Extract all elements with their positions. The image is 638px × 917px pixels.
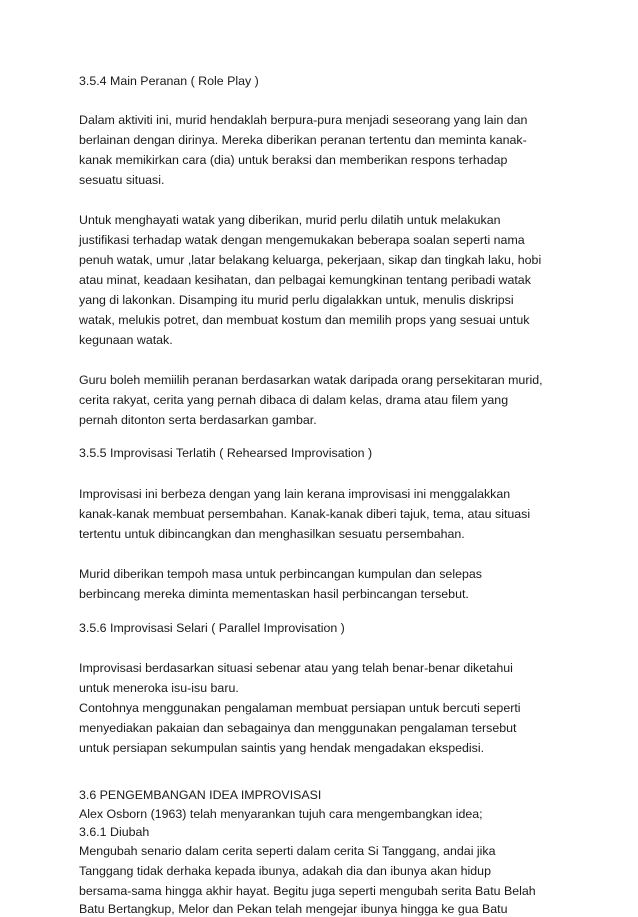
- heading-3-6: 3.6 PENGEMBANGAN IDEA IMPROVISASI: [79, 788, 322, 802]
- paragraph-line: untuk persiapan sekumpulan saintis yang hendak mengadakan ekspedisi.: [79, 741, 485, 755]
- paragraph-line: justifikasi terhadap watak dengan mengemukakan beberapa soalan seperti nama: [79, 233, 525, 247]
- paragraph-line: cerita rakyat, cerita yang pernah dibaca di dalam kelas, drama atau filem yang: [79, 393, 509, 407]
- paragraph-line: pernah ditonton serta berdasarkan gambar.: [79, 413, 317, 427]
- heading-3-5-5: 3.5.5 Improvisasi Terlatih ( Rehearsed Improvisation ): [79, 446, 373, 460]
- heading-3-5-6: 3.5.6 Improvisasi Selari ( Parallel Improvisation ): [79, 621, 345, 635]
- paragraph-line: Improvisasi ini berbeza dengan yang lain kerana improvisasi ini menggalakkan: [79, 487, 511, 501]
- heading-3-5-4: 3.5.4 Main Peranan ( Role Play ): [79, 74, 259, 88]
- paragraph-line: berlainan dengan dirinya. Mereka diberikan peranan tertentu dan meminta kanak-: [79, 133, 527, 147]
- paragraph-line: Dalam aktiviti ini, murid hendaklah berpura-pura menjadi seseorang yang lain dan: [79, 113, 528, 127]
- paragraph-line: tertentu untuk dibincangkan dan menghasilkan sesuatu persembahan.: [79, 527, 465, 541]
- paragraph-line: berbincang mereka diminta mementaskan hasil perbincangan tersebut.: [79, 587, 469, 601]
- heading-3-6-1: 3.6.1 Diubah: [79, 825, 150, 839]
- paragraph-line: yang di lakonkan. Disamping itu murid perlu digalakkan untuk, menulis diskripsi: [79, 293, 514, 307]
- paragraph-line: watak, melukis potret, dan membuat kostum dan memilih props yang sesuai untuk: [79, 313, 530, 327]
- paragraph-line: kegunaan watak.: [79, 333, 173, 347]
- paragraph-line: Batu Bertangkup, Melor dan Pekan telah mengejar ibunya hingga ke gua Batu: [79, 902, 508, 916]
- paragraph-line: sesuatu situasi.: [79, 173, 165, 187]
- paragraph-line: kanak memikirkan cara (dia) untuk beraksi dan memberikan respons terhadap: [79, 153, 508, 167]
- paragraph-line: Guru boleh memiilih peranan berdasarkan watak daripada orang persekitaran murid,: [79, 373, 543, 387]
- paragraph-line: Contohnya menggunakan pengalaman membuat persiapan untuk bercuti seperti: [79, 701, 521, 715]
- paragraph-line: untuk meneroka isu-isu baru.: [79, 681, 239, 695]
- paragraph-line: Alex Osborn (1963) telah menyarankan tujuh cara mengembangkan idea;: [79, 807, 483, 821]
- paragraph-line: bersama-sama hingga akhir hayat. Begitu juga seperti mengubah serita Batu Belah: [79, 884, 536, 898]
- paragraph-line: Murid diberikan tempoh masa untuk perbincangan kumpulan dan selepas: [79, 567, 482, 581]
- paragraph-line: Tanggang tidak derhaka kepada ibunya, adakah dia dan ibunya akan hidup: [79, 864, 491, 878]
- paragraph-line: menyediakan pakaian dan sebagainya dan menggunakan pengalaman tersebut: [79, 721, 517, 735]
- paragraph-line: penuh watak, umur ,latar belakang keluarga, pekerjaan, sikap dan tingkah laku, hobi: [79, 253, 542, 267]
- paragraph-line: Mengubah senario dalam cerita seperti dalam cerita Si Tanggang, andai jika: [79, 844, 496, 858]
- paragraph-line: Untuk menghayati watak yang diberikan, murid perlu dilatih untuk melakukan: [79, 213, 501, 227]
- paragraph-line: kanak-kanak membuat persembahan. Kanak-kanak diberi tajuk, tema, atau situasi: [79, 507, 531, 521]
- paragraph-line: atau minat, keadaan kesihatan, dan pelbagai kemungkinan tentang peribadi watak: [79, 273, 531, 287]
- paragraph-line: Improvisasi berdasarkan situasi sebenar atau yang telah benar-benar diketahui: [79, 661, 513, 675]
